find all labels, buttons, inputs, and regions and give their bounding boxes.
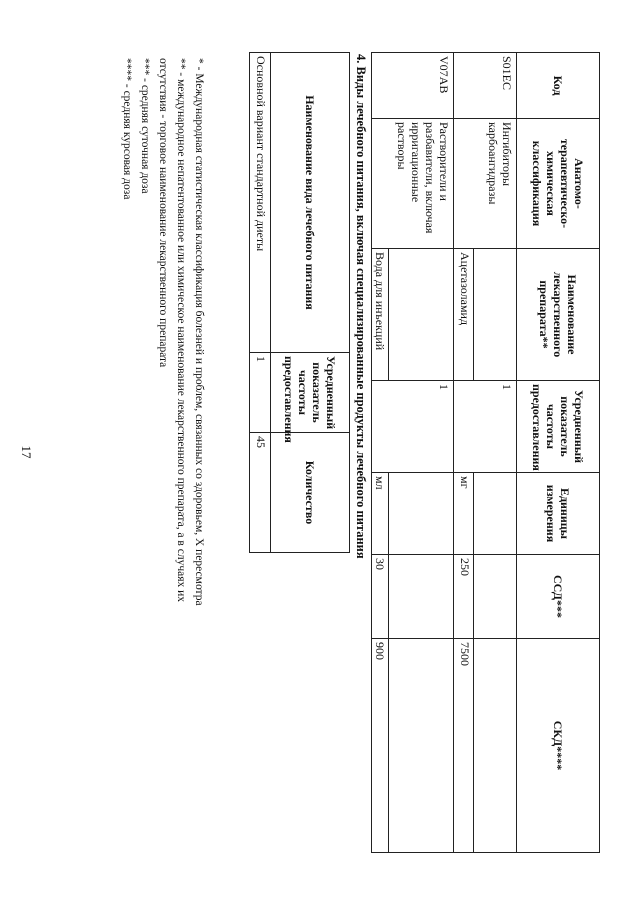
- footnote: **** - средняя курсовая доза: [121, 58, 133, 200]
- cell-skd: [454, 639, 517, 853]
- header-code: Код: [517, 53, 600, 119]
- cell-drug-name: [454, 249, 517, 381]
- footnote: * - Международная статистическая классификация болезней и проблем, связанных со здоровьем, X пересмотра: [193, 58, 205, 606]
- cell-nutrition-frequency: 1: [250, 353, 271, 433]
- cell-drug-name: [372, 249, 454, 381]
- header-ssd: ССД***: [517, 555, 600, 639]
- cell-frequency: 1: [372, 381, 454, 473]
- header-frequency: Усредненный показатель частоты предоставления: [517, 381, 600, 473]
- units-text: мг: [457, 473, 474, 554]
- header-atc: Анатомо-терапевтическо-химическая классификация: [517, 119, 600, 249]
- footnote: отсутствия - торговое наименование лекарственного препарата: [157, 58, 169, 368]
- skd-text: 7500: [457, 639, 474, 852]
- page-number: 17: [19, 445, 34, 459]
- ssd-text: 30: [372, 555, 389, 638]
- footnotes: [118, 58, 208, 818]
- header-quantity: Количество: [271, 433, 350, 553]
- units-text: мл: [372, 473, 389, 554]
- table-row: [372, 53, 454, 853]
- skd-text: 900: [372, 639, 389, 852]
- cell-atc: Ингибиторы карбоангидразы: [454, 119, 517, 249]
- header-nutrition-frequency: Усредненный показатель частоты предоставления: [271, 353, 350, 433]
- cell-units: [454, 473, 517, 555]
- drug-table: [371, 52, 600, 853]
- cell-quantity: 45: [250, 433, 271, 553]
- ssd-text: 250: [457, 555, 474, 638]
- table-row: [454, 53, 517, 853]
- drug-name-text: Вода для инъекций: [372, 249, 389, 380]
- cell-skd: [372, 639, 454, 853]
- footnote: ** - международное непатентованное или химическое наименование лекарственного препарата, а в случаях их: [175, 58, 187, 603]
- nutrition-header-row: [271, 53, 350, 553]
- cell-code: V07AB: [372, 53, 454, 119]
- header-drug-name: Наименование лекарственного препарата**: [517, 249, 600, 381]
- header-units: Единицы измерения: [517, 473, 600, 555]
- cell-nutrition-name: Основной вариант стандартной диеты: [250, 53, 271, 353]
- cell-atc: Растворители и разбавители, включая ирригационные растворы: [372, 119, 454, 249]
- rotated-page-content: [40, 52, 600, 852]
- drug-table-header-row: [517, 53, 600, 853]
- cell-frequency: 1: [454, 381, 517, 473]
- cell-ssd: [372, 555, 454, 639]
- nutrition-table: [249, 52, 350, 553]
- header-skd: СКД****: [517, 639, 600, 853]
- cell-ssd: [454, 555, 517, 639]
- footnote: *** - средняя суточная доза: [139, 58, 151, 194]
- table-row: [250, 53, 271, 553]
- cell-code: S01EC: [454, 53, 517, 119]
- header-nutrition-name: Наименование вида лечебного питания: [271, 53, 350, 353]
- cell-units: [372, 473, 454, 555]
- drug-name-text: Ацетазоламид: [457, 249, 474, 380]
- section-title: 4. Виды лечебного питания, включая специализированные продукты лечебного питания: [354, 54, 368, 559]
